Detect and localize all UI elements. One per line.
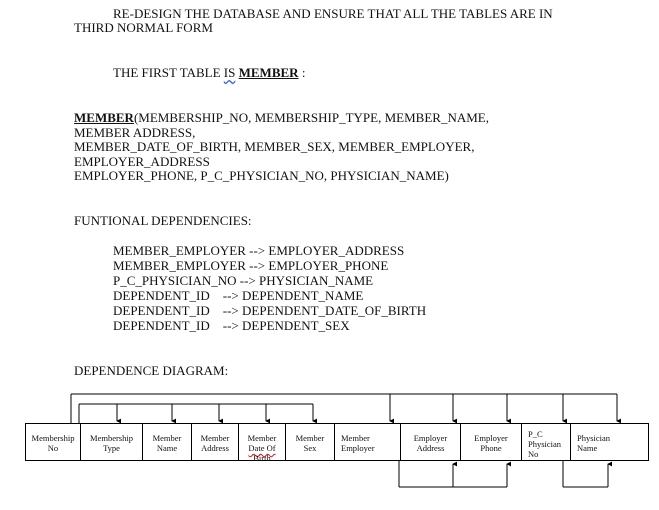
attribute-label: Membership — [31, 433, 75, 443]
attribute-cell-member-address — [191, 423, 239, 461]
attribute-cell-member-sex — [285, 423, 335, 461]
attribute-label: Name — [577, 443, 598, 453]
first-table-name: MEMBER — [238, 65, 299, 80]
attribute-label: Birth — [253, 453, 271, 463]
attribute-label: P_C — [528, 429, 543, 439]
attribute-cell-pc-physician-no — [521, 423, 571, 461]
attribute-label: Member — [200, 433, 230, 443]
attribute-label: Employer — [474, 433, 508, 443]
heading-line-1: RE-DESIGN THE DATABASE AND ENSURE THAT ALL THE TABLES ARE IN — [113, 6, 553, 21]
attribute-label: Phone — [480, 443, 502, 453]
attribute-label: Name — [156, 443, 178, 453]
first-table-suffix: : — [298, 65, 306, 80]
member-relation-line-2: MEMBER ADDRESS, — [74, 125, 196, 140]
attribute-label: No — [528, 449, 539, 459]
diagram-title: DEPENDENCE DIAGRAM: — [74, 363, 229, 378]
fd-item: DEPENDENT_ID --> DEPENDENT_NAME — [113, 288, 364, 303]
attribute-label: Address — [201, 443, 229, 453]
attribute-cell-member-name — [142, 423, 192, 461]
attribute-cell-member-employer — [334, 423, 401, 461]
fd-title: FUNTIONAL DEPENDENCIES: — [74, 213, 252, 228]
attribute-label: Physician — [528, 439, 562, 449]
fd-item: P_C_PHYSICIAN_NO --> PHYSICIAN_NAME — [113, 273, 374, 288]
attribute-label: Address — [416, 443, 445, 453]
member-relation-line-5: EMPLOYER_PHONE, P_C_PHYSICIAN_NO, PHYSICIAN_NAME) — [74, 168, 449, 183]
attribute-label: No — [47, 443, 59, 453]
attribute-cell-membership-no — [25, 423, 81, 461]
attribute-label: Membership — [90, 433, 133, 443]
attribute-label: Type — [103, 443, 120, 453]
first-table-is: IS — [223, 65, 236, 80]
attribute-cell-membership-type — [80, 423, 143, 461]
member-relation-line-3: MEMBER_DATE_OF_BIRTH, MEMBER_SEX, MEMBER_EMPLOYER, — [74, 139, 475, 154]
attribute-label: Member — [341, 433, 370, 443]
member-relation-name: MEMBER — [74, 110, 134, 125]
fd-item: MEMBER_EMPLOYER --> EMPLOYER_PHONE — [113, 258, 389, 273]
first-table-line — [113, 65, 305, 80]
attribute-cell-employer-address — [400, 423, 461, 461]
attribute-label: Date Of — [248, 443, 276, 453]
fd-item: MEMBER_EMPLOYER --> EMPLOYER_ADDRESS — [113, 243, 405, 258]
attribute-label: Employer — [341, 443, 375, 453]
attribute-label: Employer — [413, 433, 448, 443]
attribute-cell-employer-phone — [460, 423, 522, 461]
member-relation-line-1 — [74, 110, 489, 125]
fd-item: DEPENDENT_ID --> DEPENDENT_DATE_OF_BIRTH — [113, 303, 427, 318]
attribute-label: Member — [152, 433, 182, 443]
heading-line-2: THIRD NORMAL FORM — [74, 20, 213, 35]
member-relation-line-4: EMPLOYER_ADDRESS — [74, 154, 210, 169]
attribute-cell-physician-name — [570, 423, 649, 461]
attribute-label: Member — [295, 433, 325, 443]
member-relation-line-1-rest: (MEMBERSHIP_NO, MEMBERSHIP_TYPE, MEMBER_NAME, — [133, 110, 489, 125]
attribute-label: Member — [247, 433, 277, 443]
fd-item: DEPENDENT_ID --> DEPENDENT_SEX — [113, 318, 350, 333]
attribute-label: Sex — [303, 443, 317, 453]
attribute-label: Physician — [577, 433, 611, 443]
attribute-cell-member-dob — [238, 423, 286, 461]
first-table-prefix: THE FIRST TABLE — [113, 65, 224, 80]
